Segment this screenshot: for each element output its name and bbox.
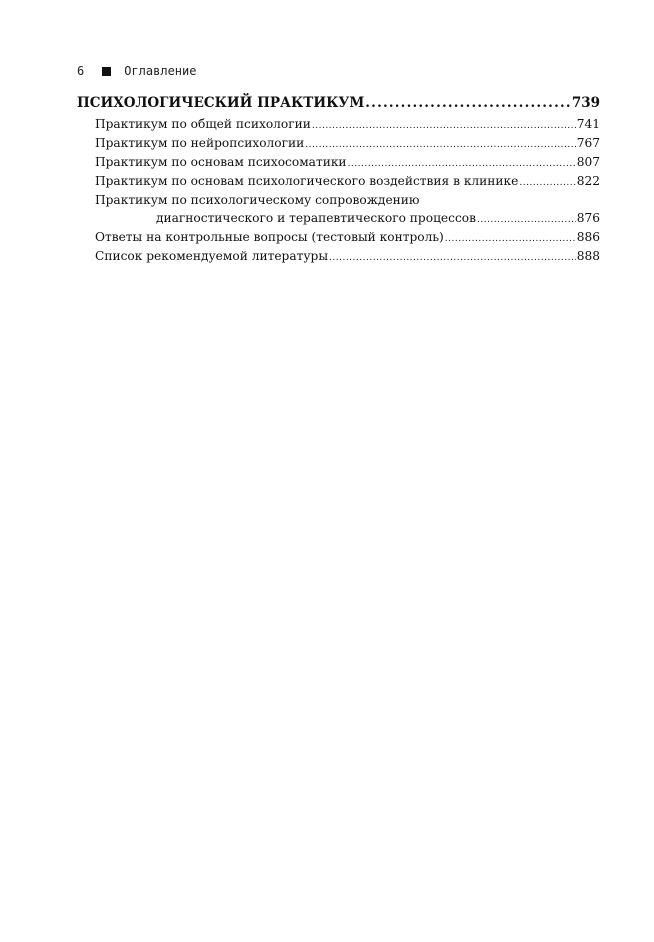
toc-section-page: 739 bbox=[571, 95, 600, 111]
dot-leader bbox=[329, 247, 576, 268]
dot-leader bbox=[348, 153, 576, 174]
toc-entry[interactable] bbox=[77, 209, 600, 228]
toc-entry[interactable] bbox=[77, 134, 600, 153]
square-bullet-icon bbox=[102, 67, 111, 76]
toc-entry-title: Практикум по основам психологического воздействия в клинике bbox=[95, 174, 519, 188]
toc-entry[interactable] bbox=[77, 115, 600, 134]
toc-section[interactable] bbox=[77, 92, 600, 114]
toc-entry[interactable] bbox=[77, 153, 600, 172]
toc-entry[interactable] bbox=[77, 172, 600, 191]
dot-leader bbox=[365, 92, 571, 114]
toc-entry-page: 741 bbox=[576, 117, 600, 131]
toc-entry-page: 767 bbox=[576, 136, 600, 150]
toc-entry-page: 886 bbox=[576, 230, 600, 244]
toc-entry[interactable] bbox=[77, 247, 600, 266]
toc-entry-page: 807 bbox=[576, 155, 600, 169]
toc-entry-page: 888 bbox=[576, 249, 600, 263]
dot-leader bbox=[519, 172, 575, 193]
toc-section-title: ПСИХОЛОГИЧЕСКИЙ ПРАКТИКУМ bbox=[77, 95, 365, 111]
dot-leader bbox=[445, 228, 576, 249]
toc-entry-title: Практикум по основам психосоматики bbox=[95, 155, 347, 169]
toc-entry-title-line2: диагностического и терапевтического процессов bbox=[156, 211, 476, 225]
toc-entry-title: Практикум по общей психологии bbox=[95, 117, 311, 131]
toc-entry-title: Практикум по нейропсихологии bbox=[95, 136, 305, 150]
table-of-contents bbox=[77, 92, 600, 266]
toc-entry-title: Ответы на контрольные вопросы (тестовый контроль) bbox=[95, 230, 444, 244]
toc-entry-title: Список рекомендуемой литературы bbox=[95, 249, 329, 263]
toc-entry-page: 876 bbox=[576, 211, 600, 225]
dot-leader bbox=[312, 115, 576, 136]
dot-leader bbox=[305, 134, 575, 155]
page-number: 6 bbox=[77, 64, 85, 78]
running-head-title: Оглавление bbox=[124, 64, 197, 78]
dot-leader bbox=[477, 209, 576, 230]
toc-entry-page: 822 bbox=[576, 174, 600, 188]
toc-entry-title-line1[interactable]: Практикум по психологическому сопровождению bbox=[95, 193, 420, 207]
toc-entry[interactable] bbox=[77, 228, 600, 247]
running-head bbox=[77, 64, 196, 78]
